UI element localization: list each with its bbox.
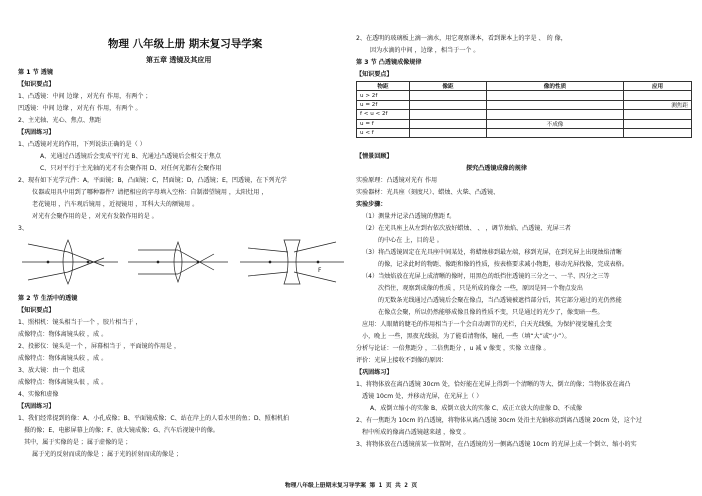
s3-practice-heading: 【巩固练习】 — [356, 369, 393, 376]
table-header: 物距 — [357, 82, 410, 91]
table-cell — [624, 128, 692, 137]
s1-practice-heading: 【巩固练习】 — [18, 129, 55, 136]
s3-q2: 2、有一焦距为 10cm 的凸透镜，将物体从离凸透镜 30cm 处沿主光轴移动到离凸透镜 20cm 处，这个过 — [356, 417, 642, 424]
s1-q2: 2、现有如下光学元件：A，平面镜；B，凸面镜；C，凹面镜；D，凸透镜；E，凹透镜，在下列光学 — [18, 177, 287, 184]
experiment-principle: 实验原理：凸透镜对光有 作用 — [356, 177, 438, 184]
table-cell: u < f — [357, 128, 410, 137]
s2-k3: 3、放大镜：由一个 组成 — [18, 367, 85, 374]
s1-k1b: 凹透镜：中间 边缘 ，对光有 作用，有两个 。 — [18, 105, 142, 112]
s2-q1b: 摄的像；E、电影屏幕上的像；F、放大镜成像；G、汽车后视镜中的像。 — [24, 427, 219, 434]
table-cell — [624, 119, 692, 128]
s2-k2b: 成像特点：物体离镜头较 ，成 。 — [18, 355, 108, 362]
table-row — [357, 128, 692, 137]
review-heading: 【情景回顾】 — [356, 153, 393, 160]
step-2b: 的中心在 上，目的是 。 — [378, 237, 443, 244]
table-cell — [487, 91, 624, 100]
step-1: （1）测量并记录凸透镜的焦距 f。 — [362, 213, 456, 220]
table-header: 应用 — [624, 82, 692, 91]
step-4c: 的无数条光线通过凸透镜后会聚在像点，当凸透镜被遮挡部分后，其它部分通过的光仍然能 — [378, 297, 622, 304]
s2-practice-heading: 【巩固练习】 — [18, 403, 55, 410]
table-cell: u > 2f — [357, 91, 410, 100]
step-3: （3）将凸透镜固定在光具座中间某处，将蜡烛移到最左端，移到光屏，在到光屏上出现烛焰清晰 — [362, 249, 622, 256]
s2-k2: 2、投影仪：镜头是一个 ，屏幕相当于 ，平面镜的作用是 ， — [18, 343, 181, 350]
table-cell — [410, 128, 487, 137]
section-2-title: 第 2 节 生活中的透镜 — [18, 295, 78, 302]
s1-k2: 2、主光轴、光心、焦点、焦距 — [18, 117, 102, 124]
analysis: 分析与论证：一倍焦距分 ，二倍焦距分 ，u 减 v 像变 ，实像 立虚像 。 — [356, 345, 550, 352]
s2-q2: 2、在透明的玻璃板上滴一滴水，用它观察课本，看到课本上的字是 、 的 像， — [356, 35, 567, 42]
table-cell: u = 2f — [357, 100, 410, 109]
s3-q1: 1、将物体放在离凸透镜 30cm 处，恰好能在光屏上得到一个清晰的等大、倒立的像；当物体放在离凸 — [356, 381, 631, 388]
table-header: 像距 — [410, 82, 487, 91]
table-row — [357, 91, 692, 100]
step-4: （4）当烛焰放在光屏上成清晰的像时，用黑色的纸挡住透镜的三分之一、一半、四分之三等 — [362, 273, 610, 280]
experiment-equipment: 实验器材：光具座（刻度尺）、蜡烛、火柴、凸透镜、 — [356, 189, 500, 196]
page-footer: 物理八年级上册期末复习导学案 第 1 页 共 2 页 — [284, 483, 418, 489]
s2-q1c: 其中，属于实像的是 ；属于虚像的是 ； — [24, 439, 132, 446]
diagram-convex-lens-2 — [128, 242, 228, 282]
table-cell — [624, 110, 692, 119]
imaging-rules-table — [356, 81, 692, 138]
table-cell: u = f — [357, 119, 410, 128]
table-cell: f < u < 2f — [357, 110, 410, 119]
s3-q2b: 程中所成的像离凸透镜越来越 ，像变 。 — [362, 429, 470, 436]
table-cell — [624, 91, 692, 100]
s3-q1-options: A、成倒立缩小的实像 B、成倒立放大的实像 C、成正立放大的虚像 D、不成像 — [370, 405, 583, 412]
step-4b: 次挡住，观察到成像的性质 ，只是所成的像会 一些，原因是同一个物点发出 — [378, 285, 583, 292]
experiment-steps-heading: 实验步骤： — [356, 201, 387, 208]
s2-knowledge-heading: 【知识要点】 — [18, 307, 55, 314]
table-row — [357, 110, 692, 119]
s2-k1b: 成像特点：物体离镜头较 ，成 。 — [18, 331, 108, 338]
s2-q2b: 因为水滴的中间 ，边缘 ，相当于一个 。 — [370, 47, 480, 54]
diagram-convex-lens-1 — [22, 240, 118, 284]
lens-diagrams — [18, 232, 348, 292]
table-cell — [487, 100, 624, 109]
table-cell — [410, 100, 487, 109]
s1-q1-options-ab: A、光通过凸透镜后会变成平行光 B、光通过凸透镜后会相交于焦点 — [40, 153, 221, 160]
s1-k1: 1、凸透镜：中间 边缘 ，对光有 作用，有两个 ； — [18, 93, 152, 100]
s2-k4: 4、实像和虚像 — [18, 391, 59, 398]
application-2: 小，晚上 一些，黑夜光线弱，为了能看清物体，瞳孔 一些（填“大”或“小”）。 — [362, 333, 571, 340]
section-3-title: 第 3 节 凸透镜成像规律 — [356, 59, 422, 66]
s1-q1: 1、凸透镜对光的作用，下列说法正确的是（ ） — [18, 141, 146, 148]
table-cell: 不成像 — [487, 119, 624, 128]
step-4d: 在像点会聚，所以仍然能够成像且像的性质不变，只是通过的光少了，像变暗一些。 — [378, 309, 604, 316]
s2-k3b: 成像特点：物体离镜头很 ，成 。 — [18, 379, 108, 386]
s1-q2c: 老花镜用 ，汽车观后镜用 ，近视镜用 ，耳科大夫的额镜用 。 — [32, 201, 199, 208]
table-header-row — [357, 82, 692, 91]
table-row — [357, 100, 692, 109]
step-3b: 的像，记录此时的物距、像距和像的性质，按表格要求减小物距，移动光屏找像，完成表格。 — [378, 261, 628, 268]
table-cell — [487, 128, 624, 137]
application: 应用：人眼睛的睫毛的作用相当于一个会自动调节的光栏，白天光线强，为保护视觉瞳孔会变 — [362, 321, 612, 328]
table-row — [357, 119, 692, 128]
s1-q3: 3、 — [18, 225, 28, 232]
section-1-title: 第 1 节 透镜 — [18, 69, 53, 76]
step-2: （2）在光具座上从左到右依次放好蜡烛、 、 ，调节烛焰、凸透镜、光屏三者 — [362, 225, 571, 232]
s3-q1b: 透镜 10cm 处，并移动光屏，在光屏上（ ） — [362, 393, 483, 400]
s2-q1: 1、我们经常提到的像：A、小孔成像；B、平面镜成像；C、站在岸上的人看水里的鱼；D、照相机拍 — [18, 415, 290, 422]
evaluation: 评价：光屏上接收不到像的原因： — [356, 357, 448, 364]
table-header: 像的性质 — [487, 82, 624, 91]
table-cell — [410, 91, 487, 100]
experiment-title: 探究凸透镜成像的规律 — [466, 165, 527, 172]
s1-q1-options-cd: C、只对平行于主光轴的光才有会聚作用 D、对任何光都有会聚作用 — [40, 165, 222, 172]
table-cell: 测焦距 — [624, 100, 692, 109]
s3-q3: 3、将物体放在凸透镜前某一位置时，在凸透镜的另一侧离凸透镜 10cm 的光屏上成一个倒立、缩小的实 — [356, 441, 637, 448]
focal-point-label: F — [318, 267, 322, 274]
table-cell — [410, 110, 487, 119]
s1-q2d: 对光有会聚作用的是 ，对光有发散作用的是 。 — [32, 213, 158, 220]
diagram-concave-lens — [240, 240, 344, 284]
s3-knowledge-heading: 【知识要点】 — [356, 71, 393, 78]
s2-q1d: 属于光的反射而成的像是 ；属于光的折射而成的像是 ； — [32, 451, 183, 458]
document-title: 物理 八年级上册 期末复习导学案 — [108, 38, 263, 50]
table-cell — [410, 119, 487, 128]
chapter-title: 第五章 透镜及其应用 — [146, 56, 212, 64]
s1-q2b: 仪器或用具中用到了哪种器件？请把相应的字母填入空格：自制潜望镜用 ，太阳灶用 ， — [32, 189, 268, 196]
s1-knowledge-heading: 【知识要点】 — [18, 81, 55, 88]
s2-k1: 1、照相机：镜头相当于一个 ，胶片相当于 ， — [18, 319, 142, 326]
table-cell — [487, 110, 624, 119]
